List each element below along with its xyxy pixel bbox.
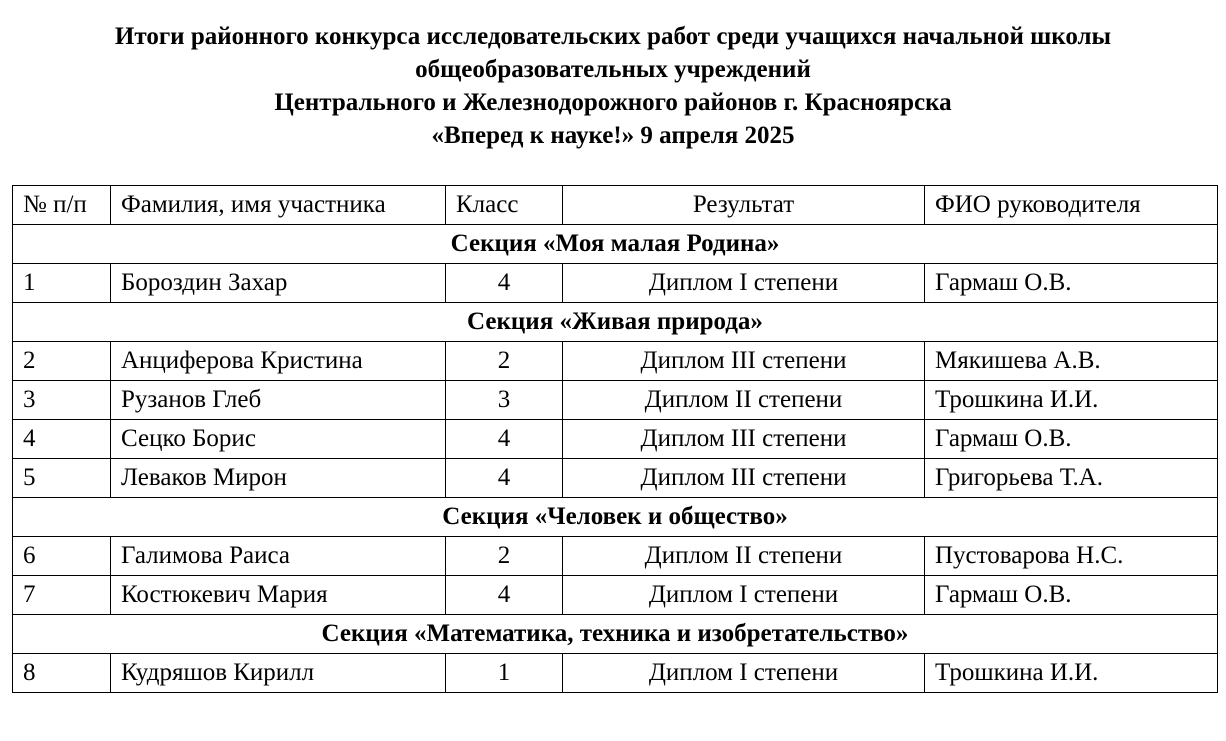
cell-name: Сецко Борис bbox=[111, 420, 446, 459]
cell-leader: Григорьева Т.А. bbox=[925, 459, 1218, 498]
cell-name: Анциферова Кристина bbox=[111, 342, 446, 381]
table-row bbox=[13, 576, 1218, 615]
cell-num: 3 bbox=[13, 381, 111, 420]
title-line-3: Центрального и Железнодорожного районов г. Красноярска bbox=[274, 89, 952, 116]
cell-class: 2 bbox=[446, 537, 563, 576]
cell-leader: Трошкина И.И. bbox=[925, 654, 1218, 693]
cell-class: 4 bbox=[446, 576, 563, 615]
section-row bbox=[13, 225, 1218, 264]
section-title: Секция «Живая природа» bbox=[13, 303, 1218, 342]
document-title bbox=[0, 20, 1226, 152]
cell-result: Диплом III степени bbox=[563, 459, 925, 498]
table-row bbox=[13, 264, 1218, 303]
cell-result: Диплом II степени bbox=[563, 537, 925, 576]
cell-class: 4 bbox=[446, 420, 563, 459]
cell-num: 6 bbox=[13, 537, 111, 576]
cell-class: 4 bbox=[446, 264, 563, 303]
cell-result: Диплом I степени bbox=[563, 264, 925, 303]
cell-leader: Трошкина И.И. bbox=[925, 381, 1218, 420]
section-title: Секция «Человек и общество» bbox=[13, 498, 1218, 537]
column-header-leader: ФИО руководителя bbox=[925, 186, 1218, 225]
cell-name: Галимова Раиса bbox=[111, 537, 446, 576]
cell-num: 4 bbox=[13, 420, 111, 459]
cell-leader: Гармаш О.В. bbox=[925, 264, 1218, 303]
cell-num: 7 bbox=[13, 576, 111, 615]
section-row bbox=[13, 303, 1218, 342]
cell-result: Диплом III степени bbox=[563, 420, 925, 459]
section-title: Секция «Моя малая Родина» bbox=[13, 225, 1218, 264]
section-title: Секция «Математика, техника и изобретательство» bbox=[13, 615, 1218, 654]
cell-class: 1 bbox=[446, 654, 563, 693]
cell-name: Рузанов Глеб bbox=[111, 381, 446, 420]
cell-class: 4 bbox=[446, 459, 563, 498]
section-row bbox=[13, 615, 1218, 654]
column-header-class: Класс bbox=[446, 186, 563, 225]
table-row bbox=[13, 654, 1218, 693]
cell-leader: Гармаш О.В. bbox=[925, 420, 1218, 459]
table-row bbox=[13, 459, 1218, 498]
cell-leader: Гармаш О.В. bbox=[925, 576, 1218, 615]
table-header-row bbox=[13, 186, 1218, 225]
column-header-name: Фамилия, имя участника bbox=[111, 186, 446, 225]
cell-num: 1 bbox=[13, 264, 111, 303]
table-row bbox=[13, 537, 1218, 576]
title-line-2: общеобразовательных учреждений bbox=[415, 56, 811, 83]
cell-num: 5 bbox=[13, 459, 111, 498]
cell-name: Кудряшов Кирилл bbox=[111, 654, 446, 693]
table-row bbox=[13, 381, 1218, 420]
results-table bbox=[12, 185, 1218, 693]
cell-name: Леваков Мирон bbox=[111, 459, 446, 498]
cell-name: Костюкевич Мария bbox=[111, 576, 446, 615]
cell-result: Диплом I степени bbox=[563, 576, 925, 615]
column-header-result: Результат bbox=[563, 186, 925, 225]
section-row bbox=[13, 498, 1218, 537]
cell-leader: Пустоварова Н.С. bbox=[925, 537, 1218, 576]
column-header-num: № п/п bbox=[13, 186, 111, 225]
cell-result: Диплом III степени bbox=[563, 342, 925, 381]
cell-class: 2 bbox=[446, 342, 563, 381]
cell-result: Диплом I степени bbox=[563, 654, 925, 693]
cell-leader: Мякишева А.В. bbox=[925, 342, 1218, 381]
cell-num: 2 bbox=[13, 342, 111, 381]
title-line-1: Итоги районного конкурса исследовательских работ среди учащихся начальной школы bbox=[114, 23, 1112, 50]
cell-result: Диплом II степени bbox=[563, 381, 925, 420]
cell-name: Бороздин Захар bbox=[111, 264, 446, 303]
cell-num: 8 bbox=[13, 654, 111, 693]
table-row bbox=[13, 342, 1218, 381]
title-line-4: «Вперед к науке!» 9 апреля 2025 bbox=[431, 122, 795, 149]
cell-class: 3 bbox=[446, 381, 563, 420]
table-row bbox=[13, 420, 1218, 459]
